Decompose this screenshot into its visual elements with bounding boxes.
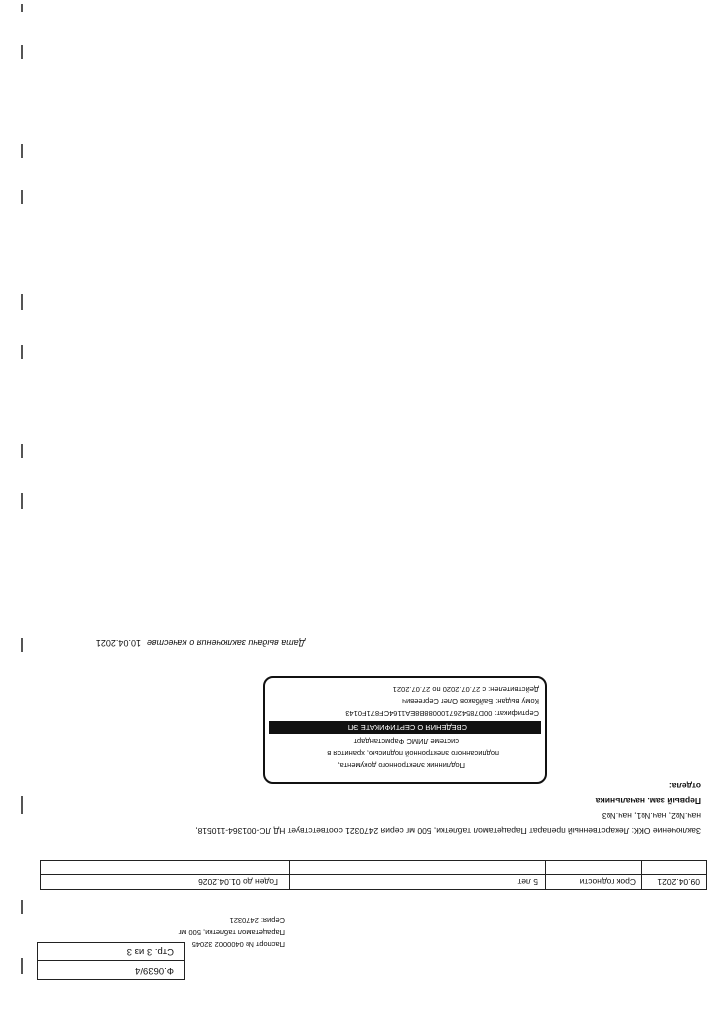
issue-date: 10.04.2021: [95, 638, 141, 648]
issue-date-line: [96, 638, 305, 648]
conclusion-text: Заключение ОКК: Лекарственный препарат Парацетамол таблетки, 500 мг серия 2470321 соответствует НД ЛС-001364-110518,: [195, 826, 701, 836]
passport-series: Серия: 2470321: [229, 916, 285, 925]
valid-until: Годен до 01.04.2026: [198, 877, 278, 887]
scan-mark: [21, 144, 23, 158]
certificate-owner: Кому выдан: Байбаков Олег Сергеевич: [402, 697, 539, 706]
shelf-life-value: 5 лет: [517, 877, 538, 887]
certificate-validity: Действителен: с 27.07.2020 по 27.07.2021: [392, 685, 539, 694]
shelf-life-label: Срок годности: [579, 877, 636, 887]
scan-mark: [21, 294, 23, 310]
conclusion-block: [41, 778, 701, 838]
signature-line3: системе ЛИМС Фармстандарт: [353, 737, 459, 746]
scan-mark: [21, 493, 23, 509]
signature-stamp: [263, 676, 547, 784]
department-label: отдела:: [668, 781, 701, 791]
specialists: нач.№2, нач.№1, нач.№3: [601, 811, 701, 821]
scan-mark: [21, 4, 23, 12]
scan-mark: [21, 444, 23, 458]
page-indicator: Стр. 3 из 3: [38, 943, 184, 961]
scan-mark: [21, 190, 23, 204]
signature-line2: подписанного электронной подписью, хранится в: [327, 749, 499, 758]
position-line: Первый зам. начальника: [595, 796, 701, 806]
passport-product: Парацетамол таблетки, 500 мг: [178, 928, 285, 937]
certificate-number: Сертификат: 00D7854267100088B8EA1164CF871F0143: [345, 709, 539, 718]
scan-mark: [21, 796, 23, 814]
certificate-banner: СВЕДЕНИЯ О СЕРТИФИКАТЕ ЭП: [269, 721, 541, 734]
form-code-box: [37, 942, 185, 980]
dates-table: [40, 860, 707, 890]
passport-block: [178, 914, 285, 950]
scan-mark: [21, 958, 23, 974]
scan-mark: [21, 638, 23, 652]
signature-line1: Подлинник электронного документа,: [337, 761, 465, 770]
scan-mark: [21, 45, 23, 59]
form-code: Ф.0639/4: [135, 965, 174, 976]
scan-mark: [21, 900, 23, 914]
manufacture-date: 09.04.2021: [657, 877, 700, 887]
issue-date-label: Дата выдачи заключения о качестве: [146, 638, 305, 648]
scan-mark: [21, 345, 23, 359]
passport-number: Паспорт № 0400002 32045: [191, 940, 285, 949]
